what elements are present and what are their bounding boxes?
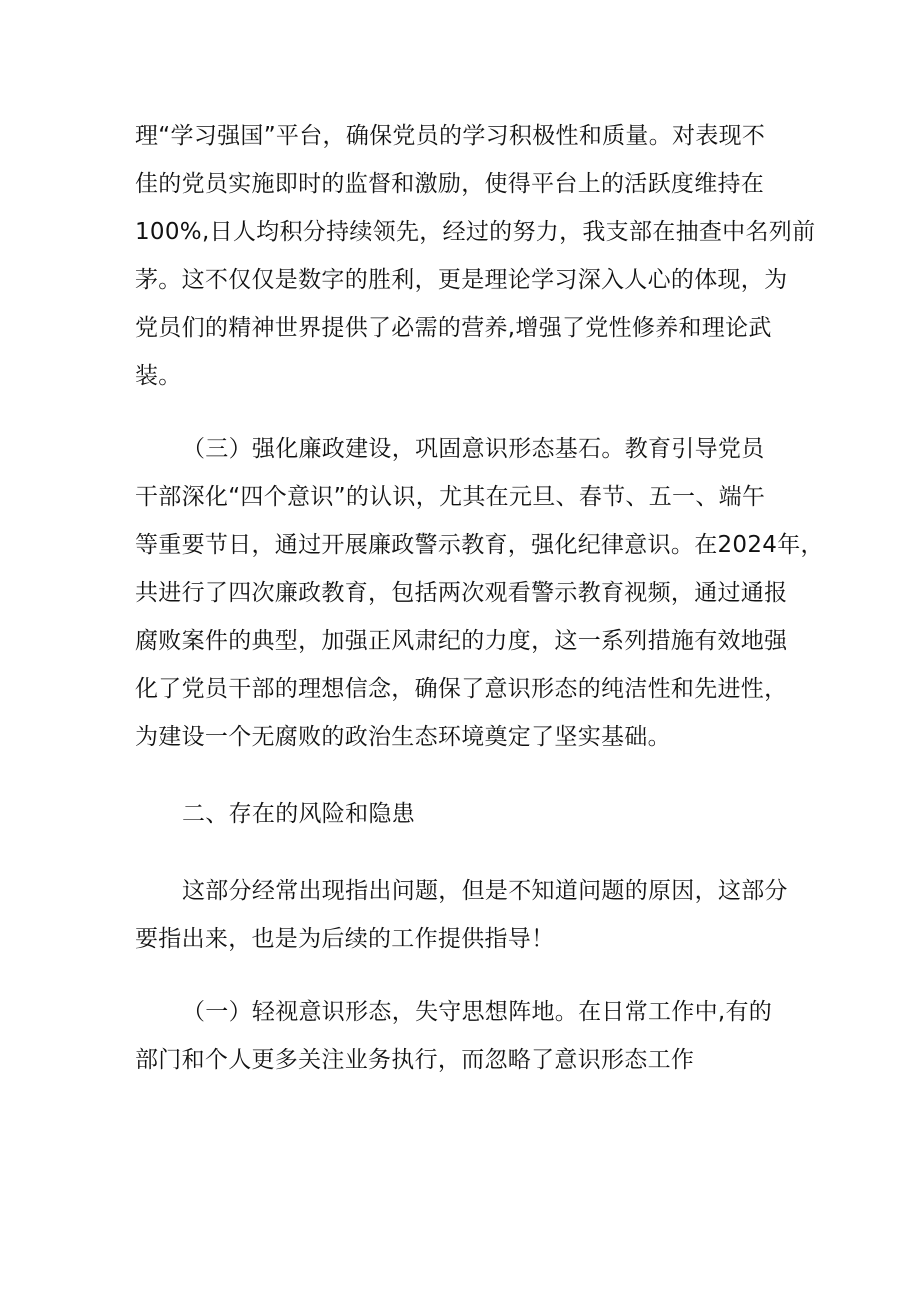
paragraph-1-line-4: 茅。这不仅仅是数字的胜利，更是理论学习深入人心的体现，为	[135, 267, 788, 293]
paragraph-4-line-2: 部门和个人更多关注业务执行，而忽略了意识形态工作	[135, 1047, 695, 1073]
paragraph-2-line-1: （三）强化廉政建设，巩固意识形态基石。教育引导党员	[182, 436, 765, 462]
section-heading: 二、存在的风险和隐患	[182, 801, 415, 827]
paragraph-1-line-1: 理“学习强国”平台，确保党员的学习积极性和质量。对表现不	[135, 123, 766, 149]
paragraph-1-line-2: 佳的党员实施即时的监督和激励，使得平台上的活跃度维持在	[135, 171, 765, 197]
paragraph-1-line-3: 100%,日人均积分持续领先，经过的努力，我支部在抽查中名列前	[135, 219, 816, 245]
paragraph-1-line-5: 党员们的精神世界提供了必需的营养,增强了党性修养和理论武	[135, 315, 772, 341]
paragraph-1-line-6: 装。	[135, 363, 182, 389]
paragraph-2-line-6: 化了党员干部的理想信念，确保了意识形态的纯洁性和先进性，	[135, 676, 788, 702]
paragraph-2-line-2: 干部深化“四个意识”的认识，尤其在元旦、春节、五一、端午	[135, 484, 766, 510]
paragraph-2-line-3: 等重要节日，通过开展廉政警示教育，强化纪律意识。在2024年，	[135, 532, 824, 558]
paragraph-2-line-7: 为建设一个无腐败的政治生态环境奠定了坚实基础。	[135, 724, 671, 750]
paragraph-3-line-1: 这部分经常出现指出问题，但是不知道问题的原因，这部分	[182, 878, 788, 904]
paragraph-3-line-2: 要指出来，也是为后续的工作提供指导！	[135, 926, 555, 952]
paragraph-4-line-1: （一）轻视意识形态，失守思想阵地。在日常工作中,有的	[182, 999, 773, 1025]
paragraph-2-line-5: 腐败案件的典型，加强正风肃纪的力度，这一系列措施有效地强	[135, 628, 788, 654]
paragraph-2-line-4: 共进行了四次廉政教育，包括两次观看警示教育视频，通过通报	[135, 580, 788, 606]
